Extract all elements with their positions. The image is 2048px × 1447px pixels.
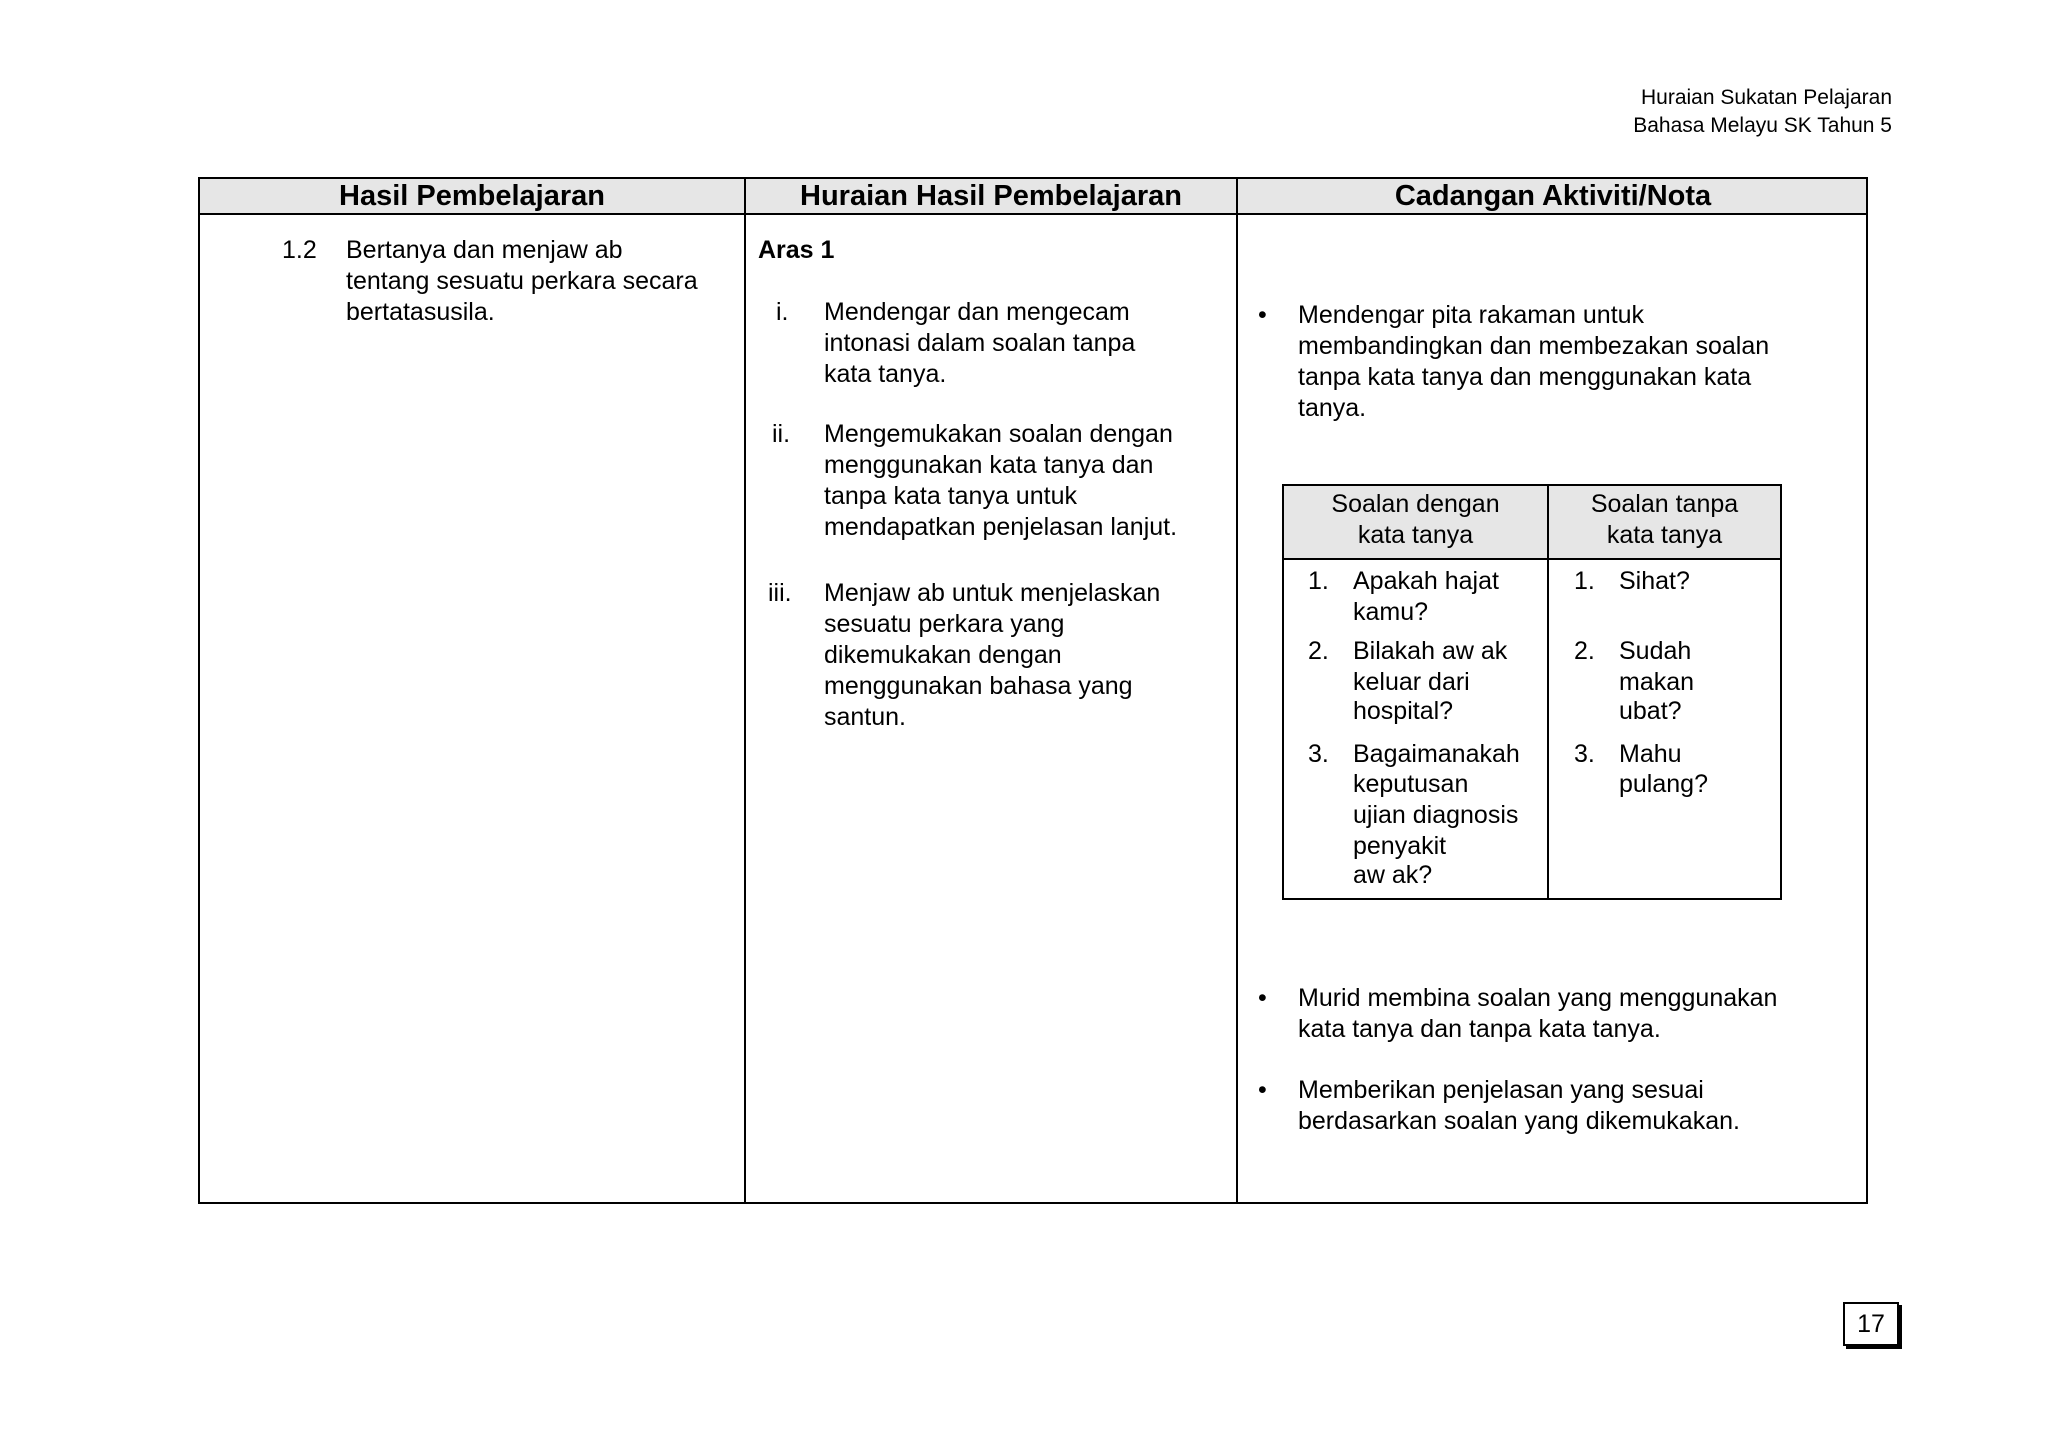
activity-text-line: Mendengar pita rakaman untuk — [1298, 301, 1645, 329]
header-line-2: Bahasa Melayu SK Tahun 5 — [1633, 114, 1892, 137]
example-number: 2. — [1308, 637, 1329, 665]
level-heading: Aras 1 — [758, 236, 835, 264]
activity-text-line: kata tanya dan tanpa kata tanya. — [1298, 1015, 1661, 1043]
page-number: 17 — [1843, 1302, 1899, 1346]
example-question-line: Sihat? — [1619, 567, 1690, 595]
activity-text-line: tanpa kata tanya dan menggunakan kata — [1298, 363, 1752, 391]
example-question-line: Bagaimanakah — [1353, 740, 1520, 768]
item-text-line: dikemukakan dengan — [824, 641, 1062, 669]
item-text-line: menggunakan kata tanya dan — [824, 451, 1154, 479]
example-question-line: Mahu — [1619, 740, 1682, 768]
item-text-line: tanpa kata tanya untuk — [824, 482, 1077, 510]
column-header-huraian: Huraian Hasil Pembelajaran — [800, 180, 1182, 212]
example-question-line: penyakit — [1353, 832, 1447, 860]
example-question-line: makan — [1619, 668, 1695, 696]
example-question-line: Sudah — [1619, 637, 1692, 665]
item-number: i. — [776, 298, 789, 326]
activity-text-line: membandingkan dan membezakan soalan — [1298, 332, 1770, 360]
column-header-cadangan: Cadangan Aktiviti/Nota — [1394, 180, 1712, 212]
column-divider — [744, 179, 746, 1202]
outcome-text-line: bertatasusila. — [346, 298, 495, 326]
example-question-line: kamu? — [1353, 598, 1429, 626]
document-header — [1633, 84, 1892, 140]
table-header-row — [200, 179, 1866, 215]
example-question-line: ubat? — [1619, 697, 1682, 725]
outcome-number: 1.2 — [282, 236, 317, 264]
item-text-line: Mengemukakan soalan dengan — [824, 420, 1173, 448]
column-header-hasil: Hasil Pembelajaran — [339, 180, 605, 212]
example-number: 1. — [1308, 567, 1329, 595]
item-text-line: mendapatkan penjelasan lanjut. — [824, 513, 1178, 541]
example-question-line: hospital? — [1353, 697, 1454, 725]
bullet-icon: • — [1258, 301, 1267, 329]
example-header-with-question-word: Soalan dengan kata tanya — [1331, 490, 1500, 549]
example-number: 1. — [1574, 567, 1595, 595]
item-text-line: menggunakan bahasa yang — [824, 672, 1133, 700]
example-number: 2. — [1574, 637, 1595, 665]
item-text-line: Mendengar dan mengecam — [824, 298, 1130, 326]
item-text-line: Menjaw ab untuk menjelaskan — [824, 579, 1161, 607]
outcome-text-line: Bertanya dan menjaw ab — [346, 236, 623, 264]
syllabus-table — [198, 177, 1868, 1204]
bullet-icon: • — [1258, 1076, 1267, 1104]
example-question-line: Apakah hajat — [1353, 567, 1499, 595]
column-divider — [1236, 179, 1238, 1202]
example-question-line: keluar dari — [1353, 668, 1470, 696]
example-table-divider — [1547, 486, 1549, 898]
activity-text-line: berdasarkan soalan yang dikemukakan. — [1298, 1107, 1740, 1135]
example-table-header — [1284, 486, 1780, 560]
item-text-line: kata tanya. — [824, 360, 947, 388]
item-number: ii. — [772, 420, 791, 448]
outcome-text-line: tentang sesuatu perkara secara — [346, 267, 698, 295]
activity-text-line: tanya. — [1298, 394, 1367, 422]
example-header-without-question-word: Soalan tanpa kata tanya — [1590, 490, 1739, 549]
example-question-line: Bilakah aw ak — [1353, 637, 1508, 665]
example-question-line: ujian diagnosis — [1353, 801, 1519, 829]
activity-text-line: Murid membina soalan yang menggunakan — [1298, 984, 1778, 1012]
header-line-1: Huraian Sukatan Pelajaran — [1641, 86, 1892, 109]
item-text-line: sesuatu perkara yang — [824, 610, 1065, 638]
example-question-line: pulang? — [1619, 770, 1708, 798]
example-questions-table — [1282, 484, 1782, 900]
item-text-line: intonasi dalam soalan tanpa — [824, 329, 1136, 357]
bullet-icon: • — [1258, 984, 1267, 1012]
example-number: 3. — [1574, 740, 1595, 768]
example-number: 3. — [1308, 740, 1329, 768]
example-question-line: aw ak? — [1353, 861, 1433, 889]
activity-text-line: Memberikan penjelasan yang sesuai — [1298, 1076, 1704, 1104]
item-text-line: santun. — [824, 703, 907, 731]
item-number: iii. — [768, 579, 792, 607]
example-question-line: keputusan — [1353, 770, 1469, 798]
